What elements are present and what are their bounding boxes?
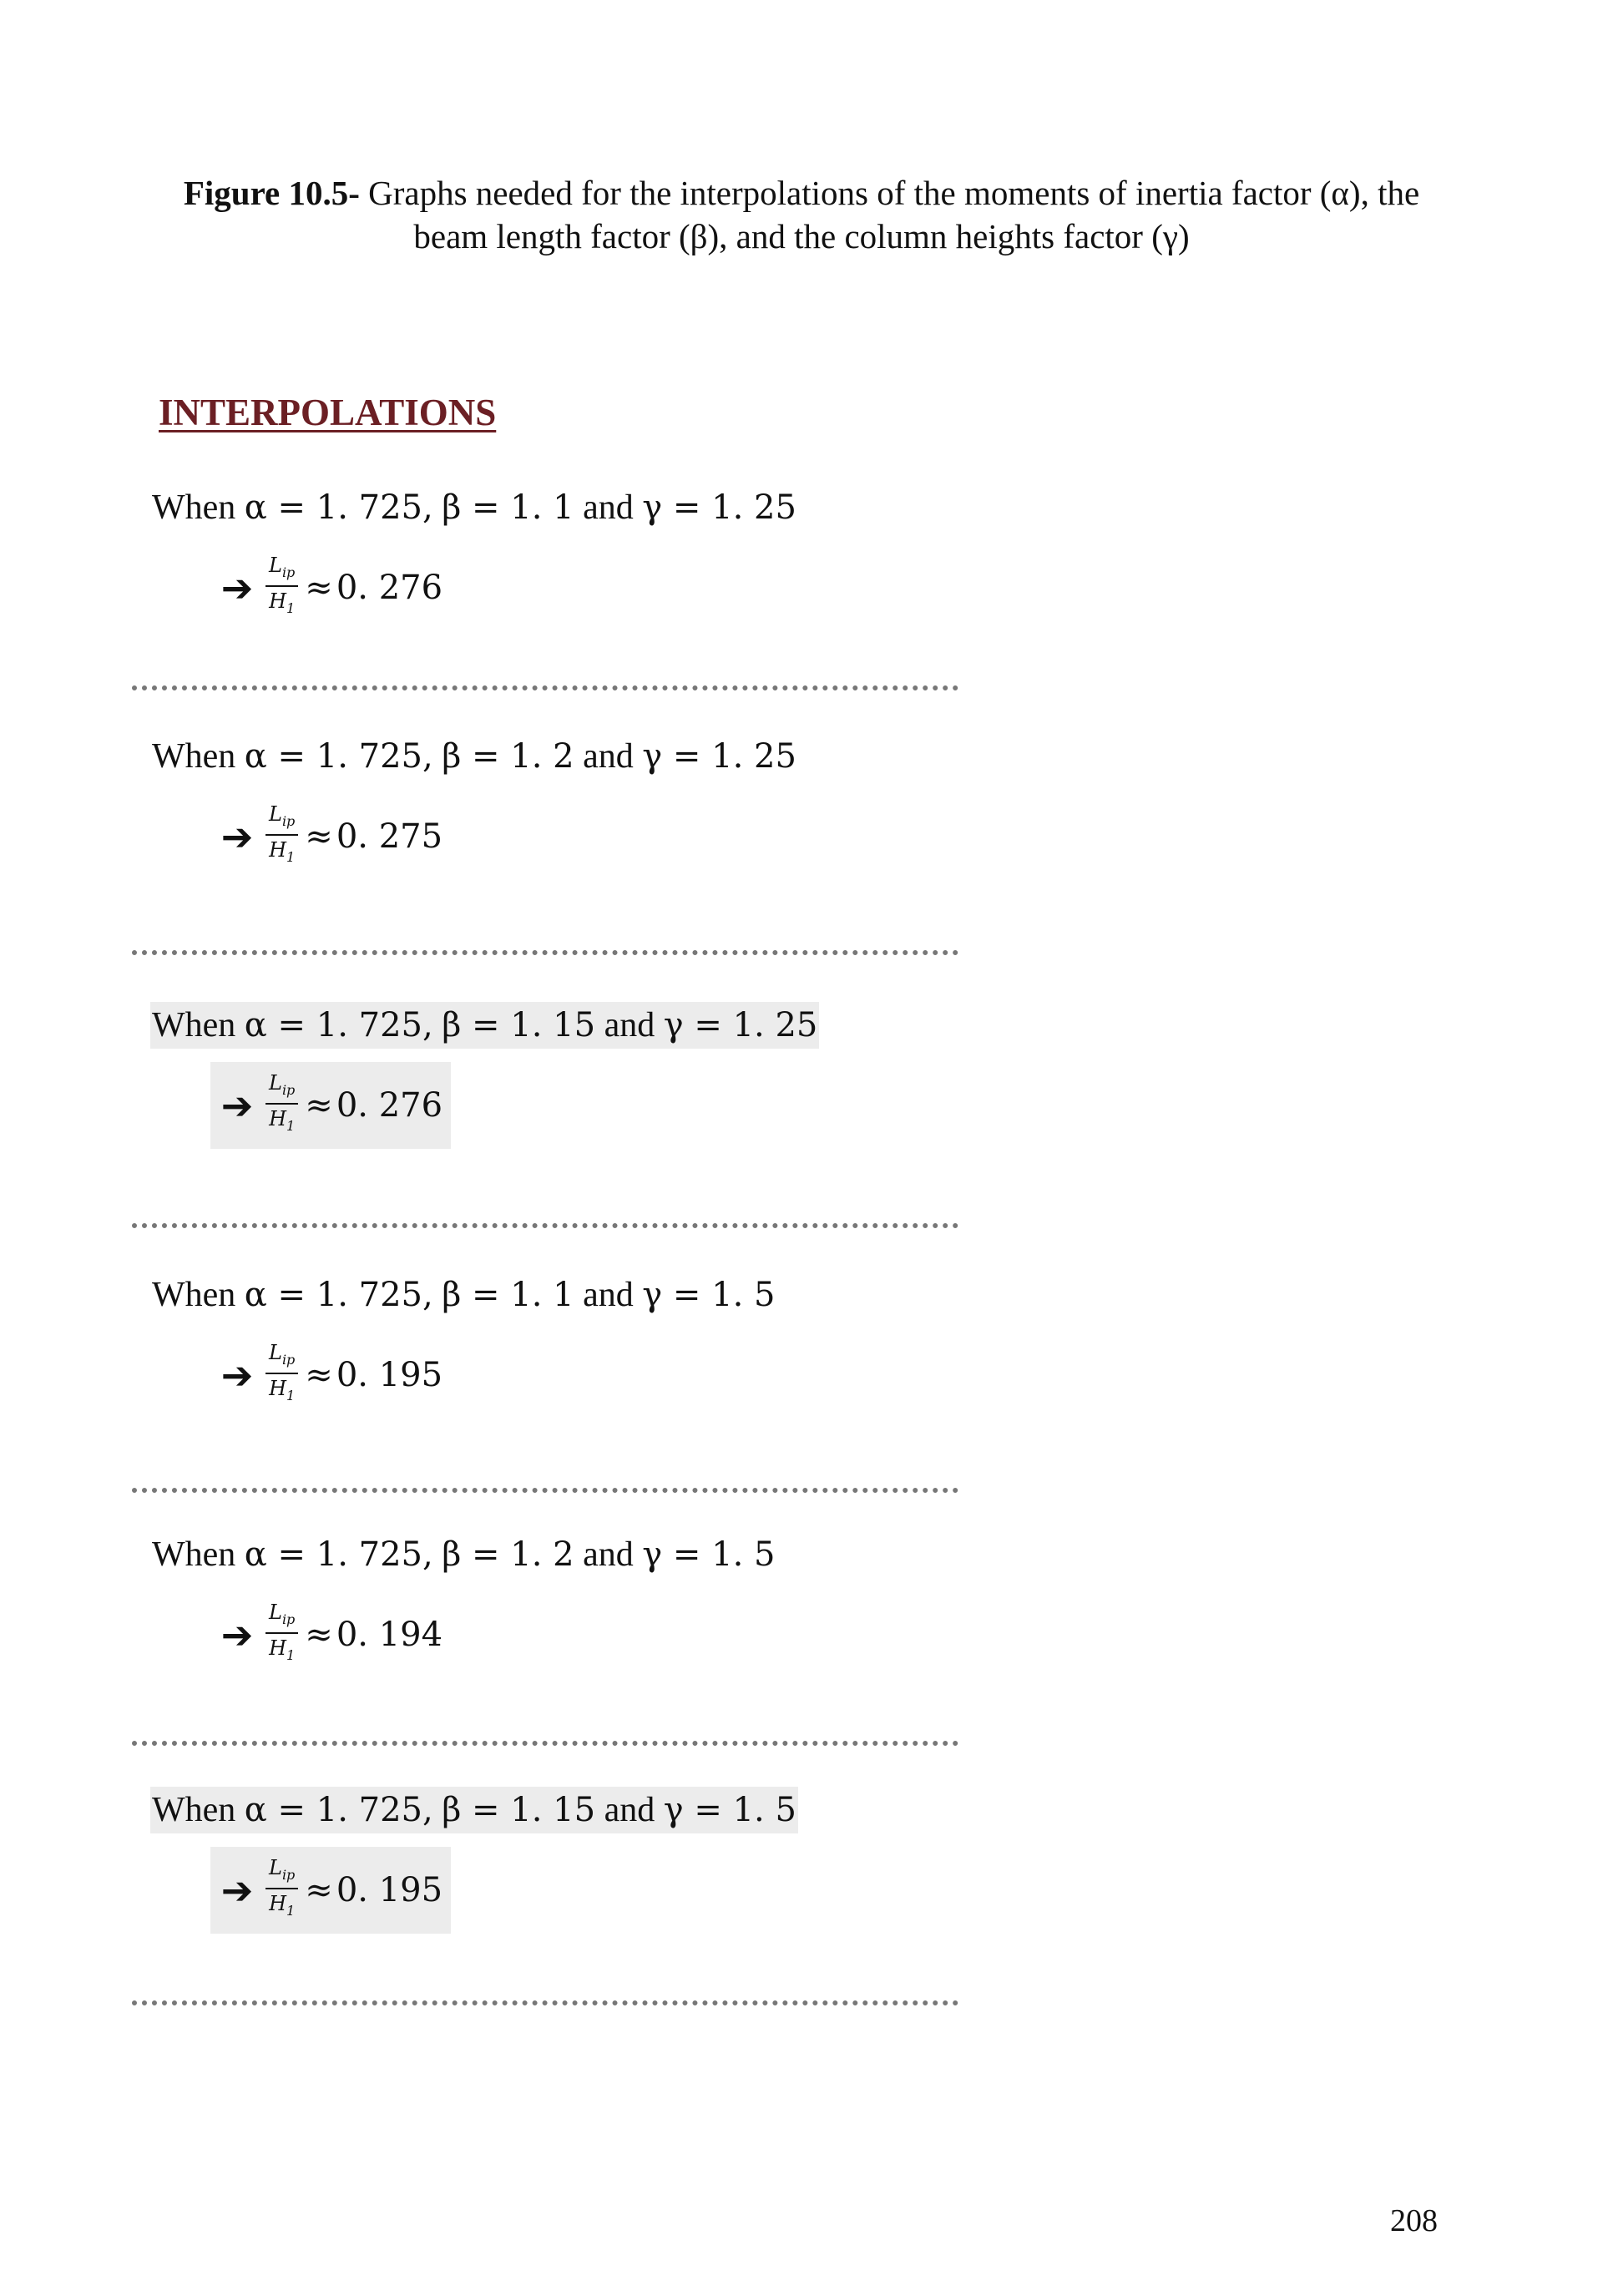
ratio-fraction: $\frac{L_{ip}}{H_1}$ (265, 1601, 298, 1668)
interpolation-entry (150, 1272, 776, 1403)
ratio-fraction: $\frac{L_{ip}}{H_1}$ (265, 1072, 298, 1139)
result-value: 0. 275 (336, 817, 443, 856)
dotted-divider (132, 2000, 958, 2005)
arrow-right-icon: ➔ (220, 814, 254, 859)
arrow-right-icon: ➔ (220, 1612, 254, 1657)
interpolation-entry (150, 733, 798, 865)
interpolation-entry (150, 484, 798, 616)
condition-line: When α = 1. 725, β = 1. 15 and γ = 1. 5 (150, 1787, 798, 1833)
ratio-fraction: $\frac{L_{ip}}{H_1}$ (265, 1857, 298, 1924)
dotted-divider (132, 1488, 958, 1493)
ratio-fraction: $\frac{L_{ip}}{H_1}$ (265, 554, 298, 621)
figure-caption-text: Graphs needed for the interpolations of the moments of inertia factor (α), the beam length factor (β), and the column heights factor (γ) (359, 174, 1420, 255)
figure-caption (167, 171, 1436, 258)
arrow-right-icon: ➔ (220, 1083, 254, 1128)
result-value: 0. 194 (336, 1616, 443, 1654)
result-line: ➔ $\frac{L_{ip}}{H_1}$ ≈ 0. 195 (210, 1332, 451, 1419)
condition-line: When α = 1. 725, β = 1. 2 and γ = 1. 5 (152, 1535, 776, 1574)
condition-line: When α = 1. 725, β = 1. 15 and γ = 1. 25 (150, 1002, 819, 1049)
ratio-fraction: $\frac{L_{ip}}{H_1}$ (265, 1342, 298, 1408)
result-line: ➔ $\frac{L_{ip}}{H_1}$ ≈ 0. 275 (210, 793, 451, 880)
dotted-divider (132, 1741, 958, 1746)
result-value: 0. 195 (336, 1871, 443, 1909)
interpolation-entry (150, 1002, 819, 1134)
dotted-divider (132, 950, 958, 955)
condition-line: When α = 1. 725, β = 1. 1 and γ = 1. 5 (152, 1276, 776, 1314)
arrow-right-icon: ➔ (220, 565, 254, 610)
arrow-right-icon: ➔ (220, 1868, 254, 1913)
section-heading: INTERPOLATIONS (159, 392, 497, 433)
result-line: ➔ $\frac{L_{ip}}{H_1}$ ≈ 0. 276 (210, 1062, 451, 1149)
ratio-fraction: $\frac{L_{ip}}{H_1}$ (265, 803, 298, 870)
figure-label: Figure 10.5- (183, 174, 360, 212)
dotted-divider (132, 1223, 958, 1228)
dotted-divider (132, 685, 958, 690)
condition-line: When α = 1. 725, β = 1. 2 and γ = 1. 25 (152, 737, 796, 776)
arrow-right-icon: ➔ (220, 1353, 254, 1398)
condition-line: When α = 1. 725, β = 1. 1 and γ = 1. 25 (152, 488, 796, 527)
interpolation-entry (150, 1787, 798, 1919)
result-line: ➔ $\frac{L_{ip}}{H_1}$ ≈ 0. 276 (210, 544, 451, 631)
result-value: 0. 195 (336, 1356, 443, 1394)
interpolation-entry (150, 1531, 776, 1663)
page-number: 208 (1390, 2203, 1438, 2238)
result-line: ➔ $\frac{L_{ip}}{H_1}$ ≈ 0. 194 (210, 1591, 451, 1678)
result-value: 0. 276 (336, 569, 443, 607)
result-line: ➔ $\frac{L_{ip}}{H_1}$ ≈ 0. 195 (210, 1847, 451, 1934)
result-value: 0. 276 (336, 1086, 443, 1125)
